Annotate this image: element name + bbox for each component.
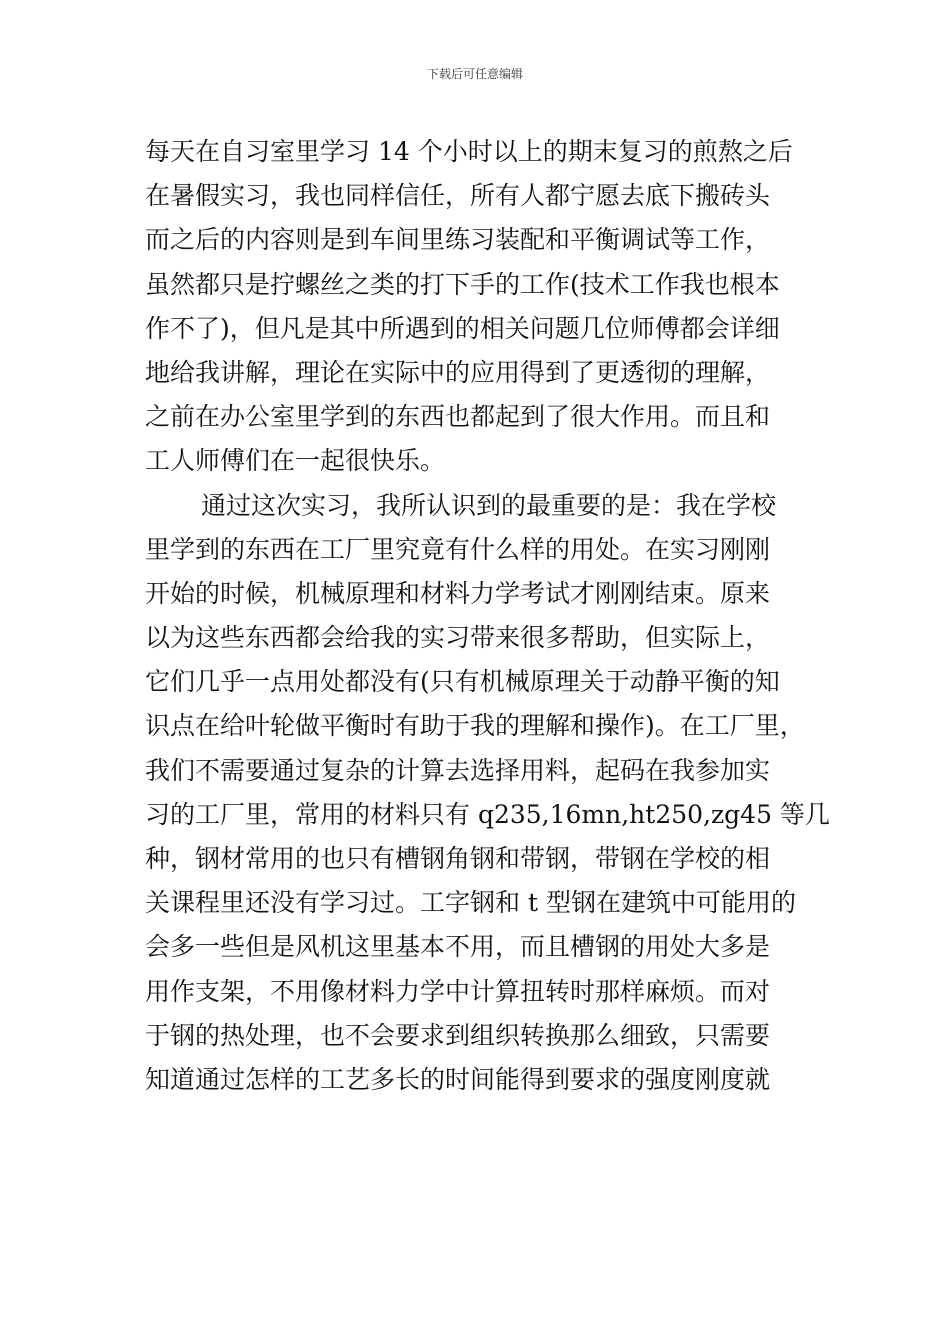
text-line: 每天在自习室里学习 14 个小时以上的期末复习的煎熬之后	[145, 137, 793, 166]
text-line: 之前在办公室里学到的东西也都起到了很大作用。而且和	[145, 402, 771, 432]
text-line: 作不了)，但凡是其中所遇到的相关问题几位师傅都会详细	[145, 313, 780, 343]
text-line: 用作支架，不用像材料力学中计算扭转时那样麻烦。而对	[145, 976, 771, 1006]
document-body	[145, 130, 830, 1102]
text-line: 于钢的热处理，也不会要求到组织转换那么细致，只需要	[145, 1020, 771, 1050]
paragraph	[145, 484, 830, 1103]
text-line: 关课程里还没有学习过。工字钢和 t 型钢在建筑中可能用的	[145, 888, 796, 918]
paragraph	[145, 130, 825, 484]
text-line: 识点在给叶轮做平衡时有助于我的理解和操作)。在工厂里，	[145, 711, 805, 741]
text-line: 种，钢材常用的也只有槽钢角钢和带钢，带钢在学校的相	[145, 844, 771, 873]
text-line: 我们不需要通过复杂的计算去选择用料，起码在我参加实	[145, 755, 771, 785]
text-line: 习的工厂里，常用的材料只有 q235,16mn,ht250,zg45 等几	[145, 799, 830, 829]
text-line: 通过这次实习，我所认识到的最重要的是：我在学校	[201, 490, 777, 520]
text-line: 知道通过怎样的工艺多长的时间能得到要求的强度刚度就	[145, 1064, 771, 1094]
text-line: 工人师傅们在一起很快乐。	[145, 446, 446, 476]
text-line: 开始的时候，机械原理和材料力学考试才刚刚结束。原来	[145, 578, 771, 608]
text-line: 地给我讲解，理论在实际中的应用得到了更透彻的理解，	[145, 357, 771, 387]
text-line: 在暑假实习，我也同样信任，所有人都宁愿去底下搬砖头	[145, 181, 771, 211]
text-line: 而之后的内容则是到车间里练习装配和平衡调试等工作，	[145, 225, 771, 255]
text-line: 虽然都只是拧螺丝之类的打下手的工作(技术工作我也根本	[145, 269, 780, 299]
page-header: 下载后可任意编辑	[426, 67, 523, 81]
text-line: 以为这些东西都会给我的实习带来很多帮助，但实际上，	[145, 623, 771, 653]
text-line: 它们几乎一点用处都没有(只有机械原理关于动静平衡的知	[145, 667, 780, 697]
text-line: 会多一些但是风机这里基本不用，而且槽钢的用处大多是	[145, 932, 771, 962]
text-line: 里学到的东西在工厂里究竟有什么样的用处。在实习刚刚	[145, 534, 771, 564]
